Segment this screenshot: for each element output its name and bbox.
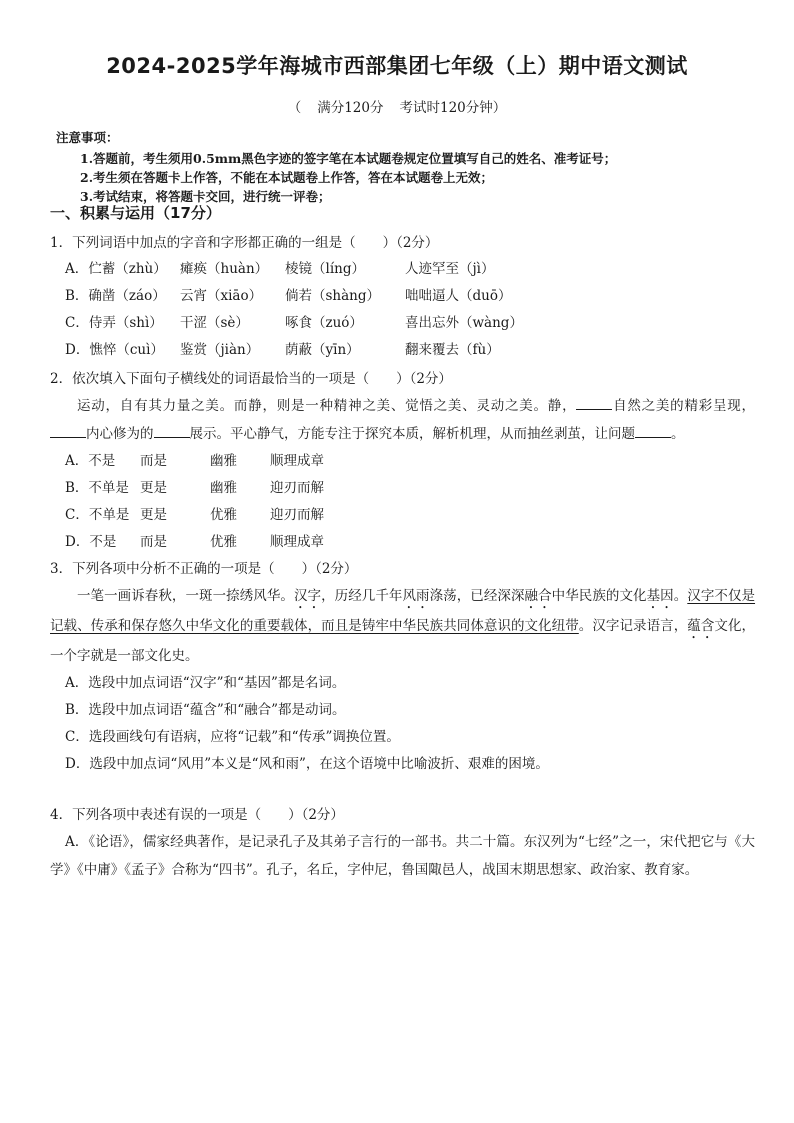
question-passage xyxy=(50,392,755,448)
option-cell: 瘫痪（huàn） xyxy=(180,261,269,277)
subtitle-open: （ xyxy=(287,100,302,116)
option-cell: B．不单是 xyxy=(65,480,129,496)
option-cell: D．憔悴（cuì） xyxy=(65,342,164,358)
option-row xyxy=(65,337,755,364)
option-cell: 迎刃而解 xyxy=(270,480,324,496)
option-cell: 喜出忘外（wàng） xyxy=(405,315,523,331)
option-cell: 幽雅 xyxy=(210,480,237,496)
passage-text: 中华民族的文化 xyxy=(551,588,647,604)
option-cell: B．确凿（záo） xyxy=(65,288,166,304)
question-3 xyxy=(50,556,755,778)
fill-blank xyxy=(154,423,190,438)
option-cell: 棱镜（líng） xyxy=(285,261,365,277)
option-row xyxy=(65,529,755,556)
notice-item: 2.考生须在答题卡上作答，不能在本试题卷上作答，答在本试题卷上无效； xyxy=(80,170,494,185)
notice-heading: 注意事项： xyxy=(56,130,119,145)
passage-text: 自然之美的精彩呈现， xyxy=(612,398,756,414)
option-cell: C．侍弄（shì） xyxy=(65,315,163,331)
fill-blank xyxy=(576,395,612,410)
option-cell: 而是 xyxy=(140,534,167,550)
dotted-word: 基因 xyxy=(646,588,674,604)
option-cell: 幽雅 xyxy=(210,453,237,469)
question-1 xyxy=(50,230,755,364)
option-cell: D．不是 xyxy=(65,534,117,550)
section-heading: 一、积累与运用（17分） xyxy=(50,204,221,222)
option-cell: 顺理成章 xyxy=(270,453,324,469)
option-cell: 更是 xyxy=(140,480,167,496)
dotted-word: 融合 xyxy=(524,588,552,604)
passage-text: 。 xyxy=(671,426,685,442)
option-row xyxy=(65,502,755,529)
option-row xyxy=(65,256,755,283)
option-cell: 优雅 xyxy=(210,507,237,523)
exam-subtitle xyxy=(0,96,794,116)
option-cell: 干涩（sè） xyxy=(180,315,249,331)
option-cell: 云宵（xiāo） xyxy=(180,288,263,304)
option-cell: 啄食（zuó） xyxy=(285,315,363,331)
option-cell: 翻来覆去（fù） xyxy=(405,342,500,358)
fill-blank xyxy=(635,423,671,438)
dotted-word: 蕴含 xyxy=(687,618,715,634)
dotted-word: 风雨 xyxy=(402,588,430,604)
passage-text: 展示。平心静气，方能专注于探究本质，解析机理，从而抽丝剥茧，让问题 xyxy=(189,426,635,442)
passage-text: 涤荡，已经深深 xyxy=(429,588,525,604)
option-cell: 优雅 xyxy=(210,534,237,550)
passage-text: 。汉字记录语言， xyxy=(578,618,688,634)
option-row xyxy=(65,283,755,310)
question-stem: 4．下列各项中表述有误的一项是（ ）（2分） xyxy=(50,807,344,823)
option-cell: 鉴赏（jiàn） xyxy=(180,342,260,358)
question-stem: 1．下列词语中加点的字音和字形都正确的一组是（ ）（2分） xyxy=(50,235,439,251)
option-cell: C．不单是 xyxy=(65,507,130,523)
option-row xyxy=(65,448,755,475)
question-4 xyxy=(50,802,755,884)
notice-item: 3.考试结束，将答题卡交回，进行统一评卷； xyxy=(80,189,331,204)
option-cell: A．伫蓄（zhù） xyxy=(65,261,167,277)
option-row xyxy=(65,475,755,502)
option-cell: A．不是 xyxy=(65,453,116,469)
passage-text: ，历经几千年 xyxy=(321,588,403,604)
option-row: B．选段中加点词语“蕴含”和“融合”都是动词。 xyxy=(65,702,346,718)
option-row xyxy=(65,310,755,337)
fill-blank xyxy=(50,423,86,438)
option-paragraph: A．《论语》，儒家经典著作，是记录孔子及其弟子言行的一部书。共二十篇。东汉列为“七经”之一，宋代把它与《大学》《中庸》《孟子》合称为“四书”。孔子，名丘，字仲尼，鲁国陬邑人，战国末期思想家、政治家、教育家。 xyxy=(50,834,755,878)
question-stem: 3．下列各项中分析不正确的一项是（ ）（2分） xyxy=(50,561,358,577)
option-cell: 荫蔽（yīn） xyxy=(285,342,360,358)
question-2 xyxy=(50,366,755,556)
exam-time: 考试时120分钟） xyxy=(399,100,507,116)
option-cell: 人迹罕至（jì） xyxy=(405,261,495,277)
option-cell: 更是 xyxy=(140,507,167,523)
passage-text: 。 xyxy=(673,588,688,604)
passage-text: 文化，一个字就是一部文化史。 xyxy=(50,618,756,664)
passage-text: 内心修为的 xyxy=(86,426,154,442)
option-cell: 顺理成章 xyxy=(270,534,324,550)
option-cell: 迎刃而解 xyxy=(270,507,324,523)
option-cell: 咄咄逼人（duō） xyxy=(405,288,512,304)
passage-text: 一笔一画诉春秋，一斑一捺绣风华。 xyxy=(77,588,294,604)
question-stem: 2．依次填入下面句子横线处的词语最恰当的一项是（ ）（2分） xyxy=(50,371,452,387)
notice-item: 1.答题前，考生须用0.5mm黑色字迹的签字笔在本试题卷规定位置填写自己的姓名、准考证号； xyxy=(80,151,617,166)
option-cell: 倘若（shàng） xyxy=(285,288,381,304)
option-cell: 而是 xyxy=(140,453,167,469)
full-score: 满分120分 xyxy=(317,100,384,116)
option-row: C．选段画线句有语病，应将“记载”和“传承”调换位置。 xyxy=(65,729,400,745)
dotted-word: 汉字 xyxy=(293,588,322,604)
exam-title: 2024-2025学年海城市西部集团七年级（上）期中语文测试 xyxy=(106,54,688,78)
option-row: A．选段中加点词语“汉字”和“基因”都是名词。 xyxy=(65,675,346,691)
question-passage xyxy=(50,582,755,670)
underlined-sentence: 汉字不仅是记载、传承和保存悠久中华文化的重要载体，而且是铸牢中华民族共同体意识的文化纽带 xyxy=(50,588,756,634)
option-row: D．选段中加点词“风用”本义是“风和雨”，在这个语境中比喻波折、艰难的困境。 xyxy=(65,756,549,772)
passage-text: 运动，自有其力量之美。而静，则是一种精神之美、觉悟之美、灵动之美。静， xyxy=(77,398,577,414)
notice-box xyxy=(56,128,616,206)
